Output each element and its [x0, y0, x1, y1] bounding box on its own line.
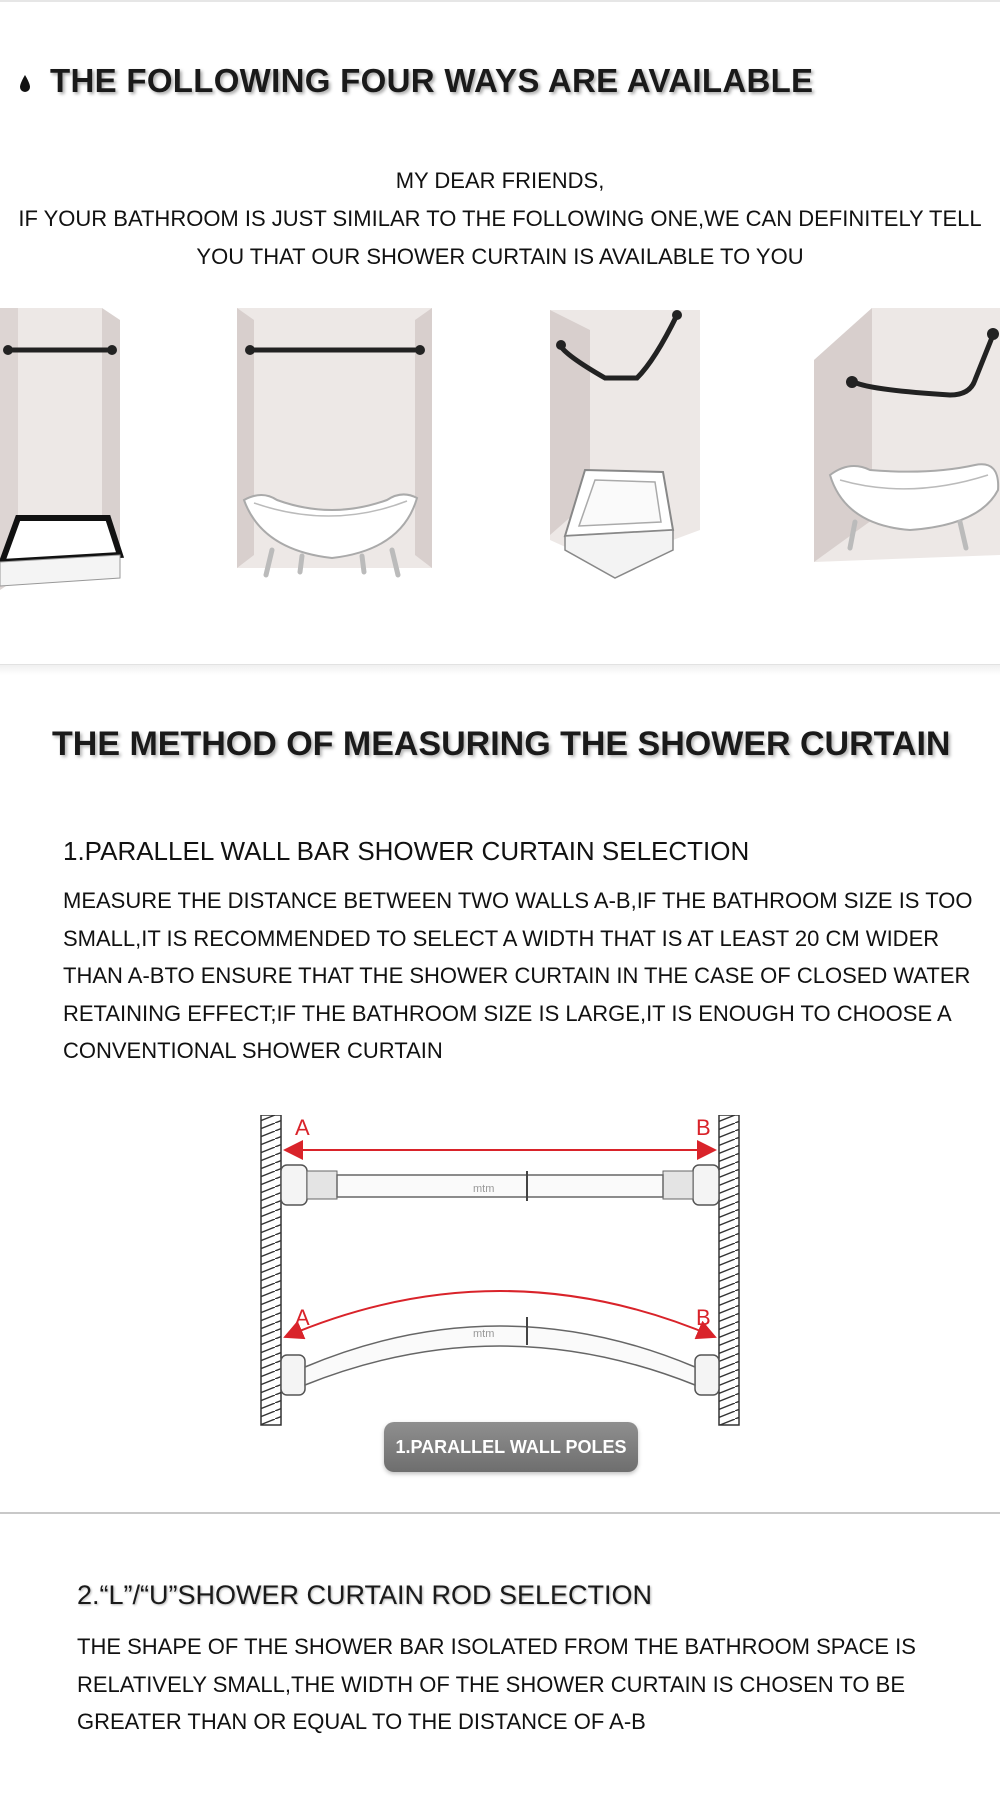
paragraph-line: MEASURE THE DISTANCE BETWEEN TWO WALLS A-B,IF THE BATHROOM SIZE IS TOO	[63, 888, 973, 913]
intro-greeting: MY DEAR FRIENDS,	[395, 168, 605, 193]
section-title-measuring: THE METHOD OF MEASURING THE SHOWER CURTAIN	[52, 725, 951, 763]
top-divider	[0, 0, 1000, 2]
illustration-straight-rod-tray	[0, 300, 125, 600]
label-b-top: B	[696, 1115, 711, 1140]
section-divider-2	[0, 1512, 1000, 1514]
paragraph-line: GREATER THAN OR EQUAL TO THE DISTANCE OF A-B	[77, 1709, 646, 1734]
rod-logo-top: mtm	[473, 1183, 495, 1195]
paragraph-line: RELATIVELY SMALL,THE WIDTH OF THE SHOWER CURTAIN IS CHOSEN TO BE	[77, 1671, 905, 1697]
label-b-bottom: B	[696, 1305, 711, 1330]
paragraph-line: SMALL,IT IS RECOMMENDED TO SELECT A WIDTH THAT IS AT LEAST 20 CM WIDER	[63, 925, 940, 951]
illustration-l-rod-tray	[545, 300, 715, 600]
subtitle-parallel-wall: 1.PARALLEL WALL BAR SHOWER CURTAIN SELECTION	[63, 836, 750, 866]
rod-logo-bottom: mtm	[473, 1328, 495, 1340]
paragraph-line: CONVENTIONAL SHOWER CURTAIN	[63, 1038, 443, 1063]
curved-rod	[281, 1317, 719, 1395]
paragraph-line: RETAINING EFFECT;IF THE BATHROOM SIZE IS LARGE,IT IS ENOUGH TO CHOOSE A	[63, 1000, 952, 1026]
drop-bullet-icon	[18, 74, 32, 94]
straight-rod	[281, 1165, 719, 1205]
paragraph-l-u-rod	[77, 1628, 992, 1741]
intro-line-2: IF YOUR BATHROOM IS JUST SIMILAR TO THE FOLLOWING ONE,WE CAN DEFINITELY TELL	[18, 206, 982, 231]
section-divider	[0, 664, 1000, 675]
caption-parallel-wall-poles: 1.PARALLEL WALL POLES	[384, 1422, 638, 1472]
section-title-four-ways: THE FOLLOWING FOUR WAYS ARE AVAILABLE	[50, 62, 814, 99]
paragraph-line: THE SHAPE OF THE SHOWER BAR ISOLATED FROM THE BATHROOM SPACE IS	[77, 1634, 916, 1659]
parallel-wall-diagram	[255, 1115, 745, 1430]
paragraph-line: THAN A-BTO ENSURE THAT THE SHOWER CURTAIN IN THE CASE OF CLOSED WATER	[63, 963, 971, 988]
illustration-straight-rod-tub	[232, 300, 437, 600]
illustration-l-rod-tub	[810, 300, 1000, 600]
paragraph-parallel-wall	[63, 882, 993, 1070]
intro-line-3: YOU THAT OUR SHOWER CURTAIN IS AVAILABLE TO YOU	[196, 244, 804, 269]
left-wall	[261, 1115, 281, 1425]
label-a-top: A	[295, 1115, 310, 1140]
label-a-bottom: A	[295, 1305, 310, 1330]
section-title-l-u-rod: 2.“L”/“U”SHOWER CURTAIN ROD SELECTION	[77, 1580, 653, 1610]
right-wall	[719, 1115, 739, 1425]
